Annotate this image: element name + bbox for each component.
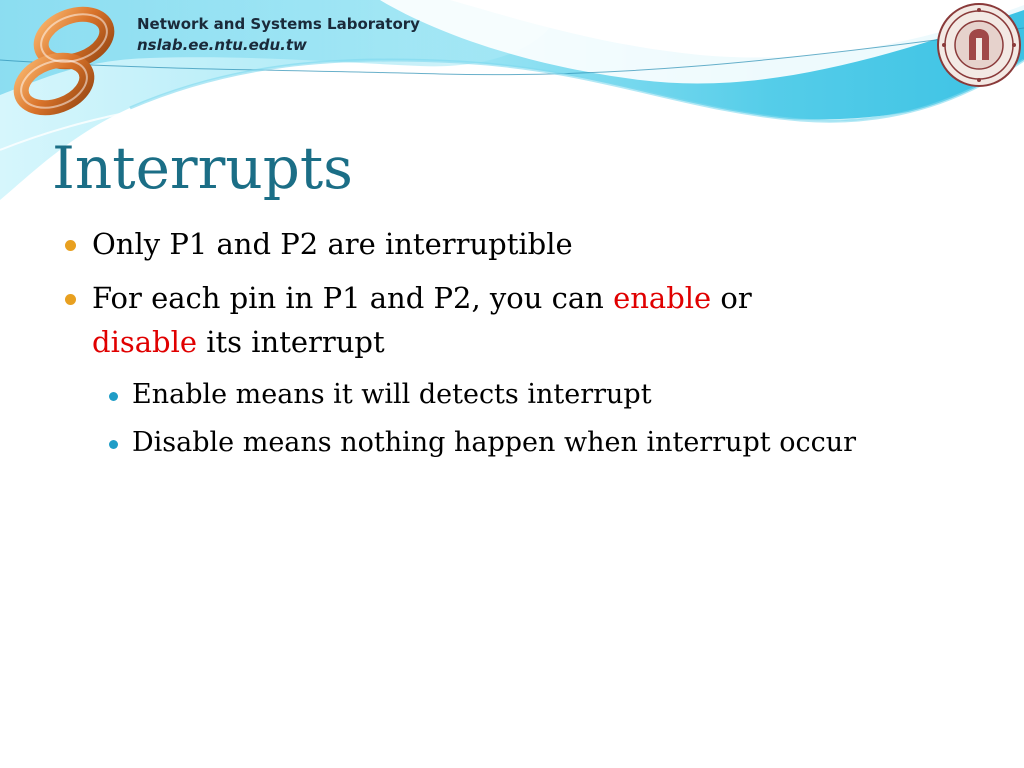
sub-bullet-item — [104, 422, 892, 464]
highlight-enable: enable — [613, 281, 712, 315]
orange-bullet-icon — [65, 240, 76, 251]
university-seal-icon — [936, 2, 1022, 88]
infinity-loop-logo-icon — [10, 6, 120, 118]
sub-bullet-text: Enable means it will detects interrupt — [132, 379, 652, 410]
bullet-text-after: its interrupt — [197, 325, 385, 359]
slide-content — [62, 222, 892, 470]
bullet-text-middle: or — [711, 281, 752, 315]
lab-url: nslab.ee.ntu.edu.tw — [137, 36, 307, 54]
lab-name: Network and Systems Laboratory — [137, 15, 420, 33]
orange-bullet-icon — [65, 294, 76, 305]
blue-bullet-icon — [109, 392, 118, 401]
sub-bullet-text: Disable means nothing happen when interrupt occur — [132, 427, 857, 458]
bullet-item — [62, 276, 892, 364]
bullet-text-before: For each pin in P1 and P2, you can — [92, 281, 614, 315]
bullet-text: Only P1 and P2 are interruptible — [92, 227, 573, 261]
blue-bullet-icon — [109, 440, 118, 449]
slide-title: Interrupts — [52, 134, 353, 202]
bullet-item — [62, 222, 892, 266]
sub-bullet-item — [104, 374, 892, 416]
highlight-disable: disable — [92, 325, 198, 359]
